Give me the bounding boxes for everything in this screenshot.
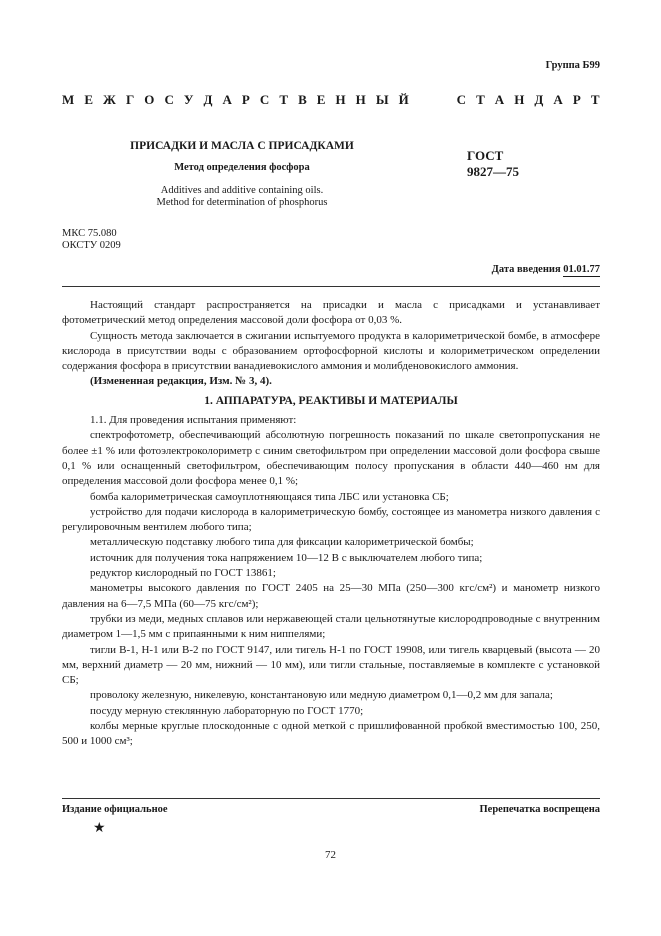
list-item: спектрофотометр, обеспечивающий абсолютную погрешность показаний по шкале светопропускания не более ±1 % или фотоэлектроколориметр с синим светофильтром при определении массовой доли фосфора свыше 0,1 % или оснащенный светофильтром, обеспечивающим полосу пропускания в области 440—460 нм для определения массовой доли фосфора менее 0,1 %; bbox=[62, 429, 600, 488]
banner-letter: С bbox=[456, 92, 467, 107]
gost-number: 9827—75 bbox=[467, 164, 519, 179]
banner-letter: В bbox=[298, 92, 307, 107]
list-item: трубки из меди, медных сплавов или нержавеющей стали цельнотянутые кислородпроводные с внутренним диаметром 1—1,5 мм с припаянными к ним ниппелями; bbox=[62, 612, 600, 641]
english-title-line-2: Method for determination of phosphorus bbox=[156, 197, 328, 208]
list-item: бомба калориметрическая самоуплотняющаяся типа ЛБС или установка СБ; bbox=[90, 490, 449, 503]
banner-letter: Т bbox=[476, 92, 485, 107]
banner-letter: Ы bbox=[375, 92, 389, 107]
list-item: тигли В-1, Н-1 или В-2 по ГОСТ 9147, или тигель Н-1 по ГОСТ 19908, или тигель кварцевый (высота — 20 мм, верхний диаметр — 20 мм, нижний — 10 мм), или тигли стальные, поставляемые в комплекте с установкой СБ; bbox=[62, 643, 600, 687]
classification-codes bbox=[62, 228, 121, 252]
group-label: Группа Б99 bbox=[545, 60, 600, 71]
clause-1-1: 1.1. Для проведения испытания применяют: bbox=[90, 414, 297, 427]
okstu-code: ОКСТУ 0209 bbox=[62, 240, 121, 251]
banner-letter: Н bbox=[355, 92, 366, 107]
list-item: посуду мерную стеклянную лабораторную по ГОСТ 1770; bbox=[90, 704, 364, 717]
banner-letter: С bbox=[164, 92, 175, 107]
banner-letter: Ж bbox=[103, 92, 117, 107]
banner-letter: Д bbox=[534, 92, 544, 107]
standard-banner bbox=[62, 92, 600, 108]
footer-divider bbox=[62, 798, 600, 799]
banner-letter: Р bbox=[241, 92, 251, 107]
banner-letter: А bbox=[553, 92, 563, 107]
banner-letter: Е bbox=[84, 92, 94, 107]
official-edition-label: Издание официальное bbox=[62, 804, 168, 815]
list-item: источник для получения тока напряжением 10—12 В с выключателем любого типа; bbox=[90, 551, 483, 564]
banner-letter: Р bbox=[572, 92, 581, 107]
paragraph-method-essence: Сущность метода заключается в сжигании испытуемого продукта в калориметрической бомбе, в атмосфере кислорода в присутствии воды с образованием ортофосфорной кислоты и колориметрическом определении содержания фосфора в присутствии ванадиевокислого аммония и молибденовокислого аммония. bbox=[62, 329, 600, 373]
list-item: устройство для подачи кислорода в калориметрическую бомбу, состоящее из манометра низкого давления с регулировочным вентилем любого типа; bbox=[62, 505, 600, 534]
banner-letter: Т bbox=[279, 92, 289, 107]
list-item: металлическую подставку любого типа для фиксации калориметрической бомбы; bbox=[90, 536, 474, 549]
banner-letter: Н bbox=[514, 92, 525, 107]
introduction-date-label: Дата введения bbox=[491, 264, 564, 275]
header-divider bbox=[62, 286, 600, 287]
list-item: манометры высокого давления по ГОСТ 2405 на 25—30 МПа (250—300 кгс/см²) и манометр низкого давления на 6—7,5 МПа (60—75 кгс/см²); bbox=[62, 582, 600, 610]
document-title: ПРИСАДКИ И МАСЛА С ПРИСАДКАМИ bbox=[130, 140, 354, 152]
star-icon: ★ bbox=[93, 821, 106, 836]
banner-letter: Г bbox=[125, 92, 135, 107]
mks-code: МКС 75.080 bbox=[62, 228, 117, 239]
banner-letter: Д bbox=[203, 92, 213, 107]
section-heading-1: 1. АППАРАТУРА, РЕАКТИВЫ И МАТЕРИАЛЫ bbox=[204, 394, 458, 407]
paragraph-scope: Настоящий стандарт распространяется на присадки и масла с присадками и устанавливает фотометрический метод определения массовой доли фосфора от 0,03 %. bbox=[62, 299, 600, 327]
introduction-date-value: 01.01.77 bbox=[563, 264, 600, 275]
list-item: проволоку железную, никелевую, константановую или медную диаметром 0,1—0,2 мм для запала; bbox=[90, 689, 553, 702]
banner-letter: С bbox=[259, 92, 270, 107]
banner-letter: У bbox=[183, 92, 194, 107]
english-title-line-1: Additives and additive containing oils. bbox=[160, 185, 324, 196]
list-item: колбы мерные круглые плоскодонные с одной меткой с пришлифованной пробкой вместимостью 100, 250, 500 и 1000 см³; bbox=[62, 720, 600, 748]
reprint-prohibited-label: Перепечатка воспрещена bbox=[479, 804, 600, 815]
banner-letter: М bbox=[62, 92, 75, 107]
banner-word-gap bbox=[419, 92, 447, 108]
banner-letter: Е bbox=[316, 92, 326, 107]
document-body bbox=[62, 298, 600, 750]
banner-letter: А bbox=[222, 92, 233, 107]
amendment-note: (Измененная редакция, Изм. № 3, 4). bbox=[90, 375, 272, 388]
gost-label: ГОСТ bbox=[467, 148, 504, 163]
gost-number-block bbox=[467, 148, 519, 180]
title-block bbox=[62, 140, 422, 209]
banner-letter: А bbox=[494, 92, 505, 107]
banner-letter: Н bbox=[335, 92, 346, 107]
list-item: редуктор кислородный по ГОСТ 13861; bbox=[90, 567, 276, 580]
banner-letter: Т bbox=[590, 92, 600, 107]
introduction-date bbox=[492, 264, 600, 275]
page-number: 72 bbox=[325, 849, 336, 861]
banner-letter: Й bbox=[398, 92, 409, 107]
banner-letter: О bbox=[144, 92, 155, 107]
document-subtitle: Метод определения фосфора bbox=[174, 162, 310, 173]
